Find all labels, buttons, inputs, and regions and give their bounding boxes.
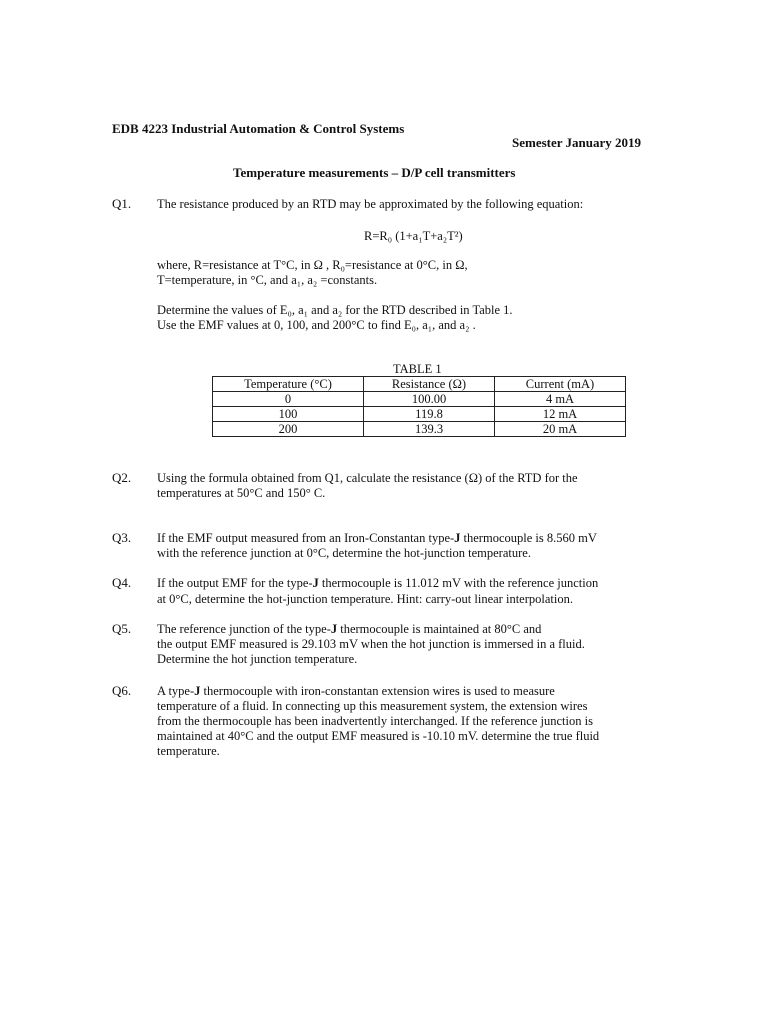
table-cell: 100 [213, 407, 364, 422]
q4-text-a: If the output EMF for the type- [157, 576, 313, 590]
q3-text-a: If the EMF output measured from an Iron-Constantan type- [157, 531, 455, 545]
q4-line1 [157, 575, 657, 591]
q3-text-c: thermocouple is 8.560 mV [460, 531, 597, 545]
q2-line1: Using the formula obtained from Q1, calculate the resistance (Ω) of the RTD for the [157, 471, 578, 485]
q3-line1 [157, 530, 657, 546]
table-header-resistance: Resistance (Ω) [364, 377, 495, 392]
table-cell: 4 mA [495, 392, 626, 407]
page-title: Temperature measurements – D/P cell transmitters [233, 165, 516, 180]
table-cell: 119.8 [364, 407, 495, 422]
course-title: EDB 4223 Industrial Automation & Control Systems [112, 121, 405, 136]
table-row [213, 422, 626, 437]
table-cell: 0 [213, 392, 364, 407]
q5-line2: the output EMF measured is 29.103 mV when the hot junction is immersed in a fluid. [157, 637, 585, 651]
q3-number: Q3. [112, 530, 132, 545]
table-row [213, 392, 626, 407]
q6-text-c: thermocouple with iron-constantan extension wires is used to measure [200, 684, 555, 698]
q6-type-j: J [194, 684, 201, 698]
q4-type-j: J [312, 576, 319, 590]
q5-number: Q5. [112, 621, 132, 636]
q2-number: Q2. [112, 470, 132, 485]
q5-line1 [157, 621, 657, 637]
table-cell: 100.00 [364, 392, 495, 407]
table-header-temperature: Temperature (°C) [213, 377, 364, 392]
table-header-row [213, 377, 626, 392]
q3-type-j: J [454, 531, 461, 545]
q6-line2: temperature of a fluid. In connecting up this measurement system, the extension wires [157, 699, 588, 713]
q1-intro: The resistance produced by an RTD may be approximated by the following equation: [157, 197, 584, 211]
table-header-current: Current (mA) [495, 377, 626, 392]
table-cell: 20 mA [495, 422, 626, 437]
q6-line1 [157, 683, 657, 699]
q1-determine-line2: Use the EMF values at 0, 100, and 200°C to find E₀, a₁, and a₂ . [157, 318, 476, 332]
table-1 [212, 376, 626, 437]
table-cell: 12 mA [495, 407, 626, 422]
q1-determine-line1: Determine the values of E₀, a₁ and a₂ for the RTD described in Table 1. [157, 303, 513, 317]
table-row [213, 407, 626, 422]
q6-text-a: A type- [157, 684, 195, 698]
q5-text-a: The reference junction of the type- [157, 622, 331, 636]
q4-number: Q4. [112, 575, 132, 590]
q5-text-c: thermocouple is maintained at 80°C and [337, 622, 542, 636]
q6-line4: maintained at 40°C and the output EMF measured is -10.10 mV. determine the true fluid [157, 729, 600, 743]
q6-line5: temperature. [157, 744, 220, 758]
table-caption: TABLE 1 [393, 362, 442, 376]
q6-line3: from the thermocouple has been inadvertently interchanged. If the reference junction is [157, 714, 593, 728]
q4-line2: at 0°C, determine the hot-junction temperature. Hint: carry-out linear interpolation. [157, 592, 573, 606]
table-cell: 200 [213, 422, 364, 437]
q5-line3: Determine the hot junction temperature. [157, 652, 358, 666]
q1-number: Q1. [112, 196, 132, 211]
q4-text-c: thermocouple is 11.012 mV with the reference junction [318, 576, 599, 590]
q1-where-line2: T=temperature, in °C, and a₁, a₂ =constants. [157, 273, 378, 287]
q5-type-j: J [330, 622, 338, 636]
q6-number: Q6. [112, 683, 132, 698]
semester-label: Semester January 2019 [512, 135, 642, 150]
q2-line2: temperatures at 50°C and 150° C. [157, 486, 326, 500]
table-cell: 139.3 [364, 422, 495, 437]
q1-equation: R=R₀ (1+a₁T+a₂T²) [364, 229, 463, 243]
q1-where-line1: where, R=resistance at T°C, in Ω , R₀=resistance at 0°C, in Ω, [157, 258, 468, 272]
q3-line2: with the reference junction at 0°C, determine the hot-junction temperature. [157, 546, 531, 560]
